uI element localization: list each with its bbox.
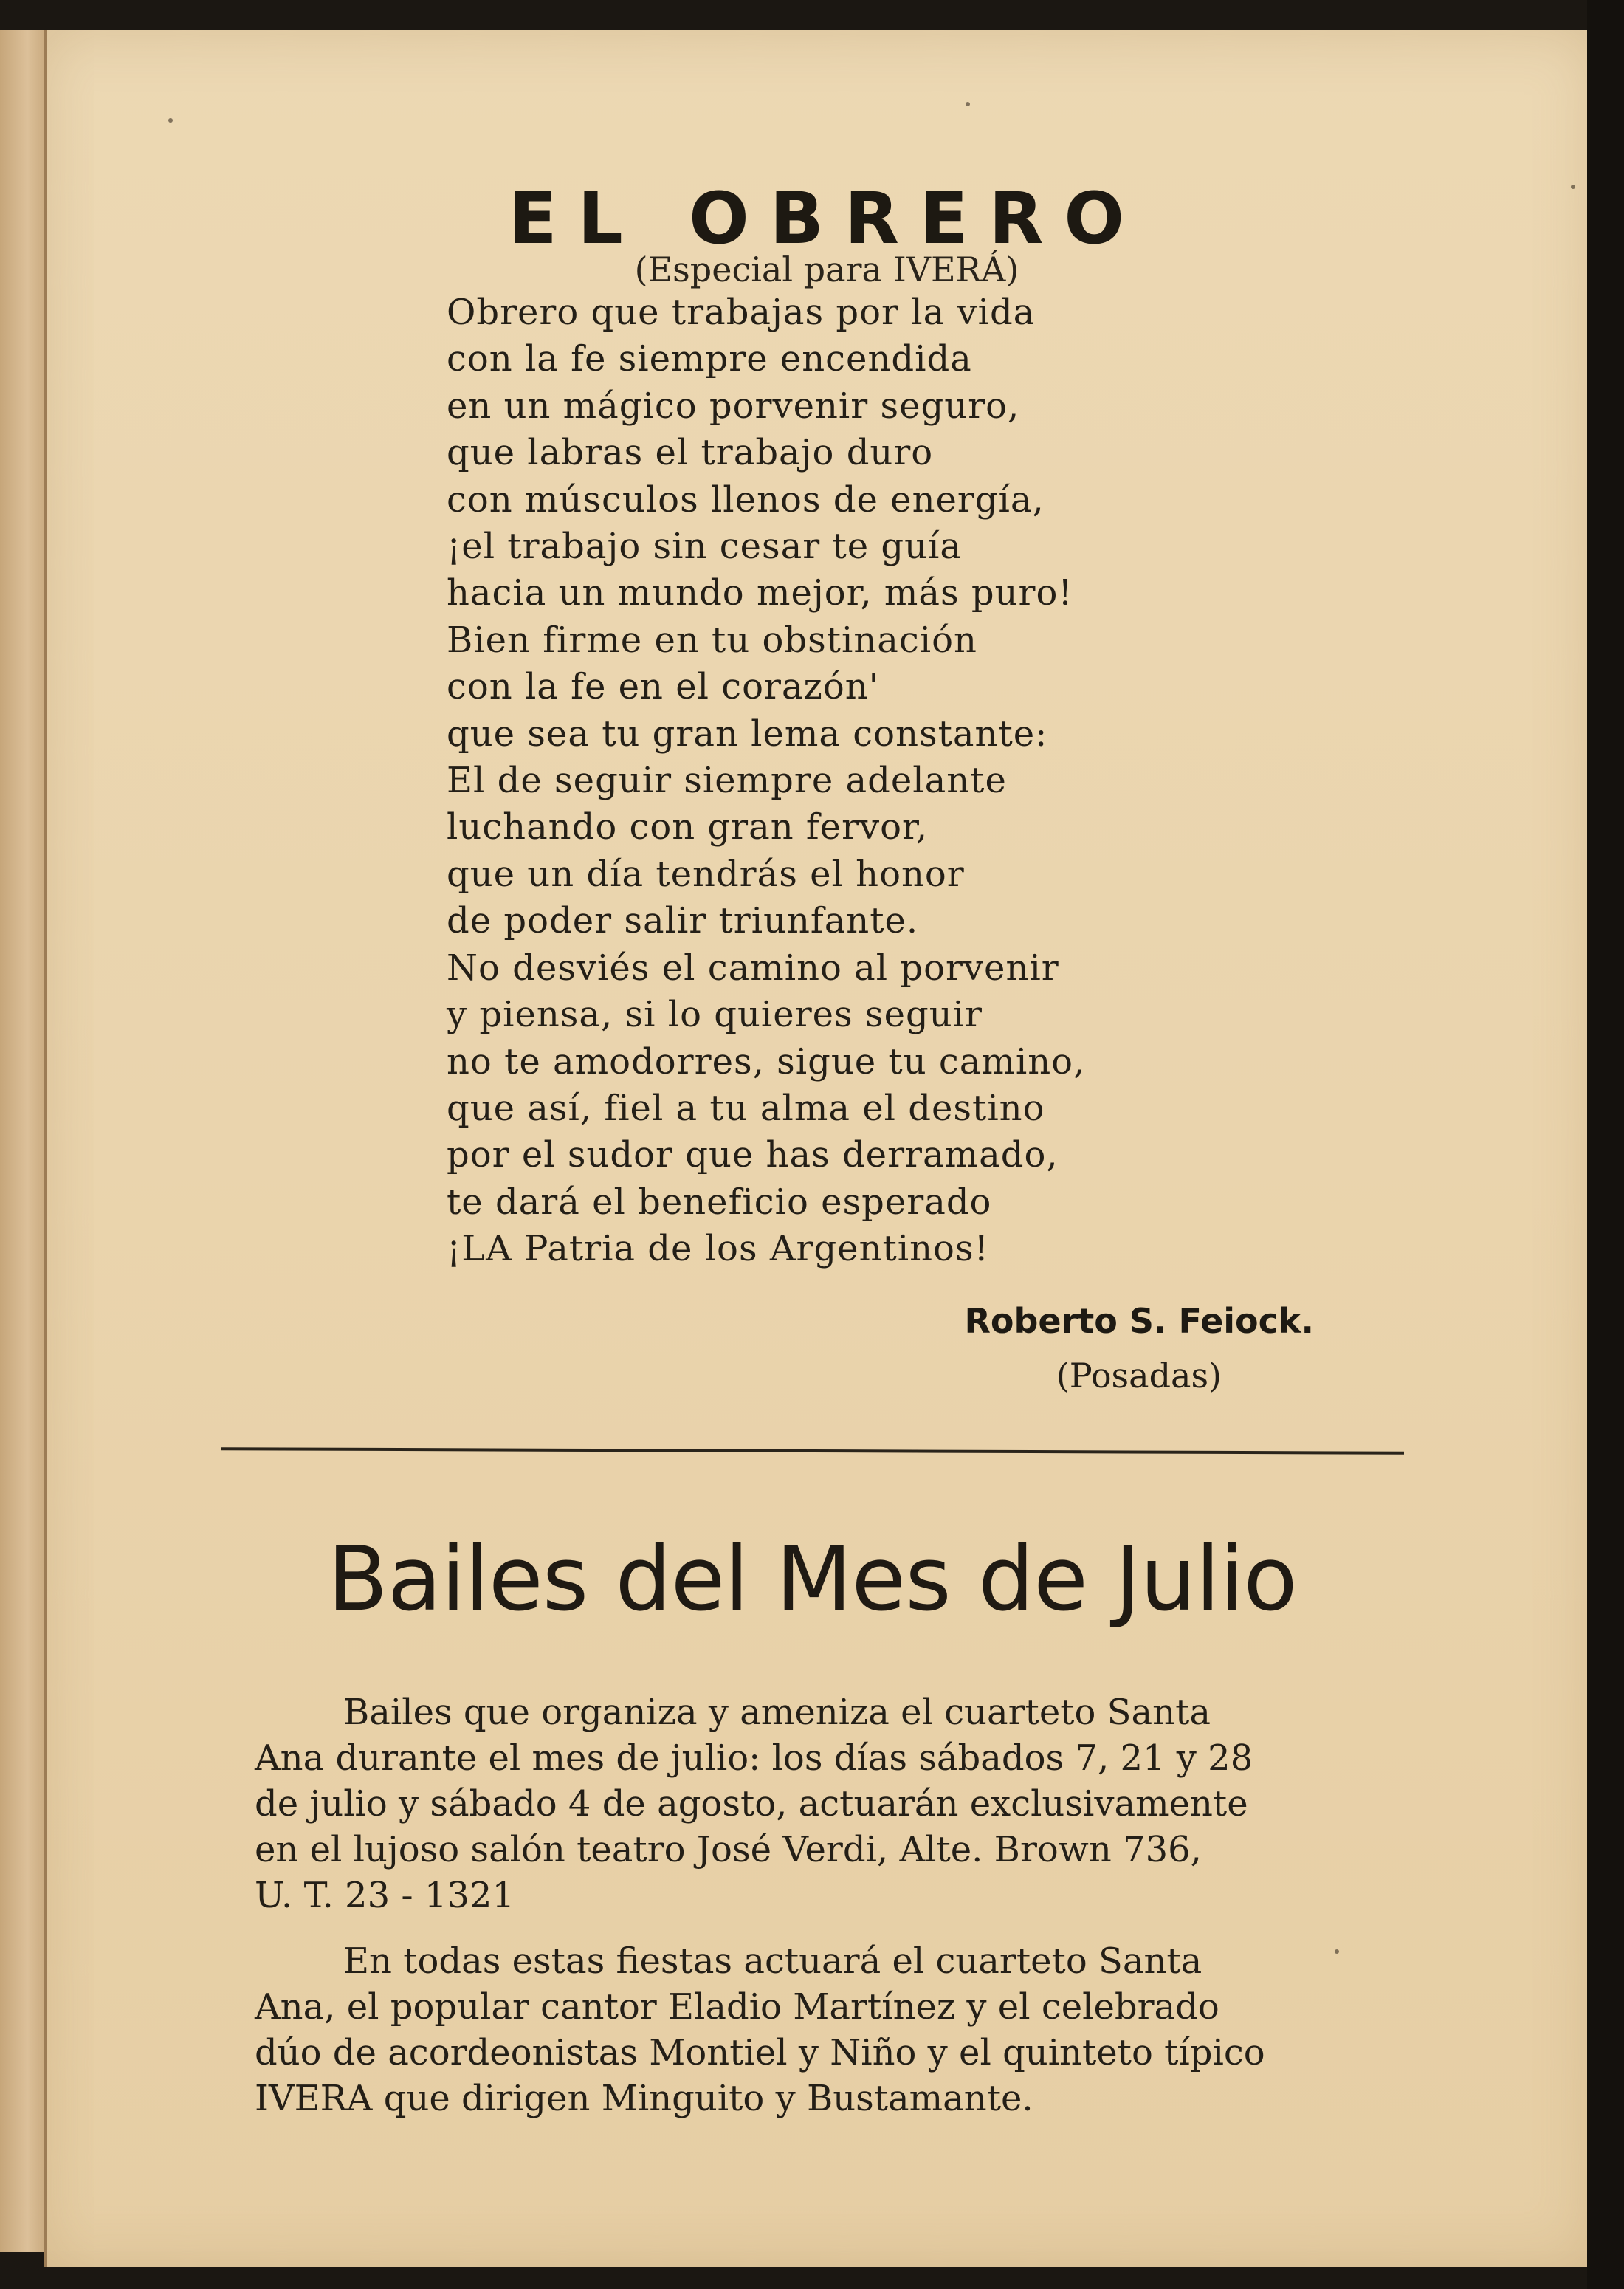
poem-line: que labras el trabajo duro xyxy=(447,432,934,474)
paragraph-line: IVERA que dirigen Minguito y Bustamante. xyxy=(255,2078,1033,2119)
poem-line: No desviés el camino al porvenir xyxy=(447,947,1059,989)
paragraph-line: U. T. 23 - 1321 xyxy=(255,1875,515,1916)
poem-place: (Posadas) xyxy=(1056,1356,1222,1396)
poem-body xyxy=(447,289,1259,1273)
paragraph-line: dúo de acordeonistas Montiel y Niño y el quinteto típico xyxy=(255,2032,1265,2073)
poem-line: Bien firme en tu obstinación xyxy=(447,619,977,661)
poem-line: luchando con gran fervor, xyxy=(447,806,928,848)
poem-line: ¡LA Patria de los Argentinos! xyxy=(447,1228,989,1270)
paragraph-line: Ana, el popular cantor Eladio Martínez y el celebrado xyxy=(255,1986,1219,2028)
poem-line: con la fe siempre encendida xyxy=(447,338,972,380)
background-shadow xyxy=(1587,0,1624,2289)
left-page-edge xyxy=(0,30,46,2252)
poem-line: que sea tu gran lema constante: xyxy=(447,713,1048,755)
poem-line: con músculos llenos de energía, xyxy=(447,478,1045,521)
poem-line: con la fe en el corazón' xyxy=(447,666,879,708)
poem-subtitle: (Especial para IVERÁ) xyxy=(634,250,1019,289)
paragraph-line: en el lujoso salón teatro José Verdi, Alte. Brown 736, xyxy=(255,1829,1202,1870)
bailes-title: Bailes del Mes de Julio xyxy=(327,1528,1297,1631)
poem-line: por el sudor que has derramado, xyxy=(447,1134,1059,1176)
bailes-paragraph-1 xyxy=(255,1689,1346,1918)
poem-line: te dará el beneficio esperado xyxy=(447,1181,992,1223)
page-spine xyxy=(44,30,47,2267)
poem-author: Roberto S. Feiock. xyxy=(964,1301,1314,1341)
poem-line: de poder salir triunfante. xyxy=(447,900,919,942)
poem-line: Obrero que trabajas por la vida xyxy=(447,292,1036,333)
paragraph-line: En todas estas fiestas actuará el cuarteto Santa xyxy=(343,1940,1202,1982)
poem-line: hacia un mundo mejor, más puro! xyxy=(447,572,1073,614)
paper-speck xyxy=(966,102,970,106)
paragraph-line: Bailes que organiza y ameniza el cuarteto Santa xyxy=(343,1692,1211,1733)
poem-line: en un mágico porvenir seguro, xyxy=(447,385,1020,427)
paper-speck xyxy=(168,118,173,123)
bailes-paragraph-2 xyxy=(255,1938,1346,2121)
paragraph-line: de julio y sábado 4 de agosto, actuarán exclusivamente xyxy=(255,1783,1248,1825)
poem-line: que un día tendrás el honor xyxy=(447,853,965,895)
poem-line: y piensa, si lo quieres seguir xyxy=(447,994,983,1036)
poem-line: que así, fiel a tu alma el destino xyxy=(447,1087,1045,1129)
poem-line: no te amodorres, sigue tu camino, xyxy=(447,1040,1086,1082)
poem-line: ¡el trabajo sin cesar te guía xyxy=(447,526,962,568)
poem-line: El de seguir siempre adelante xyxy=(447,760,1007,802)
paragraph-line: Ana durante el mes de julio: los días sábados 7, 21 y 28 xyxy=(255,1737,1253,1779)
poem-title: EL OBRERO xyxy=(509,177,1145,260)
